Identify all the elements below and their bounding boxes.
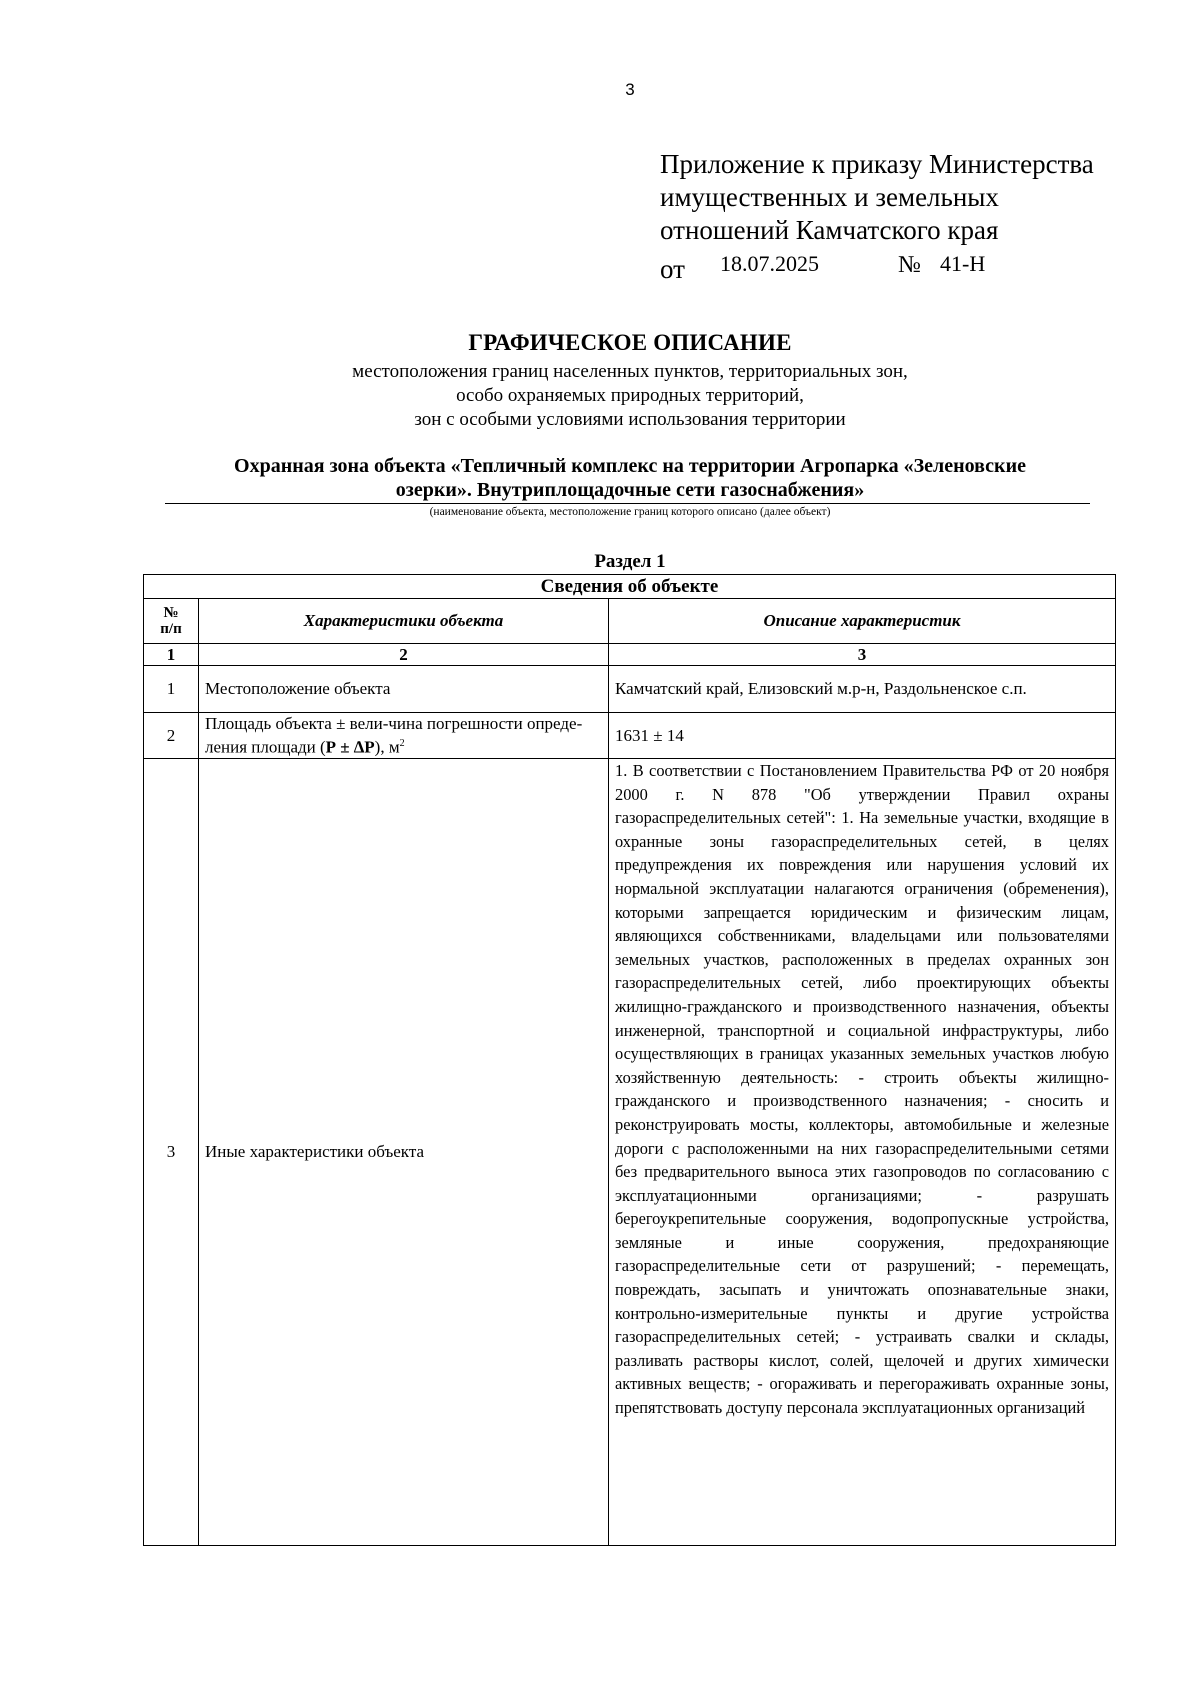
appendix-line-2: имущественных и земельных — [660, 182, 999, 212]
object-name-underline — [165, 503, 1090, 504]
from-label: от — [660, 254, 685, 284]
subtitle-line-1: местоположения границ населенных пунктов, территориальных зон, — [352, 361, 908, 382]
object-name — [165, 454, 1095, 502]
header-number-line-2: п/п — [160, 621, 182, 637]
document-subtitle — [0, 360, 1200, 432]
column-index-3: 3 — [609, 644, 1116, 666]
row-description: Камчатский край, Елизовский м.р-н, Раздольненское с.п. — [609, 666, 1116, 713]
subtitle-line-2: особо охраняемых природных территорий, — [456, 385, 804, 406]
page-number: 3 — [625, 80, 635, 99]
row-number: 1 — [144, 666, 199, 713]
section-title: Раздел 1 — [594, 551, 666, 572]
order-number: 41-Н — [940, 251, 986, 276]
row-characteristic: Местоположение объекта — [199, 666, 609, 713]
document-title: ГРАФИЧЕСКОЕ ОПИСАНИЕ — [468, 330, 792, 355]
row-number: 2 — [144, 713, 199, 759]
area-label-text: Площадь объекта ± вели-чина погрешности опреде-ления площади ( — [205, 713, 583, 757]
column-index-row — [144, 644, 1116, 666]
order-date: 18.07.2025 — [720, 251, 819, 276]
subtitle-line-3: зон с особыми условиями использования территории — [414, 409, 846, 430]
object-info-table — [143, 574, 1116, 1546]
area-unit-power: 2 — [399, 737, 405, 749]
row-description: 1. В соответствии с Постановлением Правительства РФ от 20 ноября 2000 г. N 878 "Об утверждении Правил охраны газораспределительных сетей": 1. На земельные участки, входящие в охранные зоны газораспределительных сетей, в целях предупреждения их повреждения или нарушения условий их нормальной эксплуатации налагаются ограничения (обременения), которыми запрещается юридическим и физическим лицам, являющихся собственниками, владельцами или пользователями земельных участков, расположенных в пределах охранных зон газораспределительных сетей, либо проектирующих объекты жилищно-гражданского и производственного назначения, объекты инженерной, транспортной и социальной инфраструктуры, либо осуществляющих в границах указанных земельных участков любую хозяйственную деятельность: - строить объекты жилищно-гражданского и производственного назначения; - сносить и реконструировать мосты, коллекторы, автомобильные и железные дороги с расположенными на них газораспределительными сетями без предварительного выноса этих газопроводов по согласованию с эксплуатационными организациями; - разрушать берегоукрепительные сооружения, водопропускные устройства, земляные и иные сооружения, предохраняющие газораспределительные сети от разрушений; - перемещать, повреждать, засыпать и уничтожать опознавательные знаки, контрольно-измерительные пункты и другие устройства газораспределительных сетей; - устраивать свалки и склады, разливать растворы кислот, солей, щелочей и других химически активных веществ; - огораживать и перегораживать охранные зоны, препятствовать доступу персонала эксплуатационных организаций — [609, 759, 1116, 1546]
number-sign: № — [898, 252, 921, 278]
header-description: Описание характеристик — [609, 599, 1116, 644]
object-name-line-1: Охранная зона объекта «Тепличный комплекс на территории Агропарка «Зеленовские — [234, 455, 1026, 477]
area-unit: ), м — [374, 737, 400, 757]
appendix-block — [660, 148, 1160, 287]
row-characteristic — [199, 713, 609, 759]
table-row — [144, 759, 1116, 1546]
table-header-row — [144, 599, 1116, 644]
header-number-line-1: № — [163, 605, 179, 621]
table-row — [144, 666, 1116, 713]
column-index-2: 2 — [199, 644, 609, 666]
table-row — [144, 713, 1116, 759]
area-formula: Р ± ∆Р — [325, 737, 375, 757]
appendix-line-1: Приложение к приказу Министерства — [660, 149, 1094, 179]
table-caption: Сведения об объекте — [144, 575, 1116, 599]
column-index-1: 1 — [144, 644, 199, 666]
object-name-line-2: озерки». Внутриплощадочные сети газоснабжения» — [395, 479, 865, 501]
object-name-caption: (наименование объекта, местоположение границ которого описано (далее объект) — [429, 506, 831, 518]
row-characteristic: Иные характеристики объекта — [199, 759, 609, 1546]
header-number — [144, 599, 199, 644]
order-details — [660, 247, 1160, 287]
row-description: 1631 ± 14 — [609, 713, 1116, 759]
row-number: 3 — [144, 759, 199, 1546]
header-characteristics: Характеристики объекта — [199, 599, 609, 644]
appendix-line-3: отношений Камчатского края — [660, 215, 999, 245]
